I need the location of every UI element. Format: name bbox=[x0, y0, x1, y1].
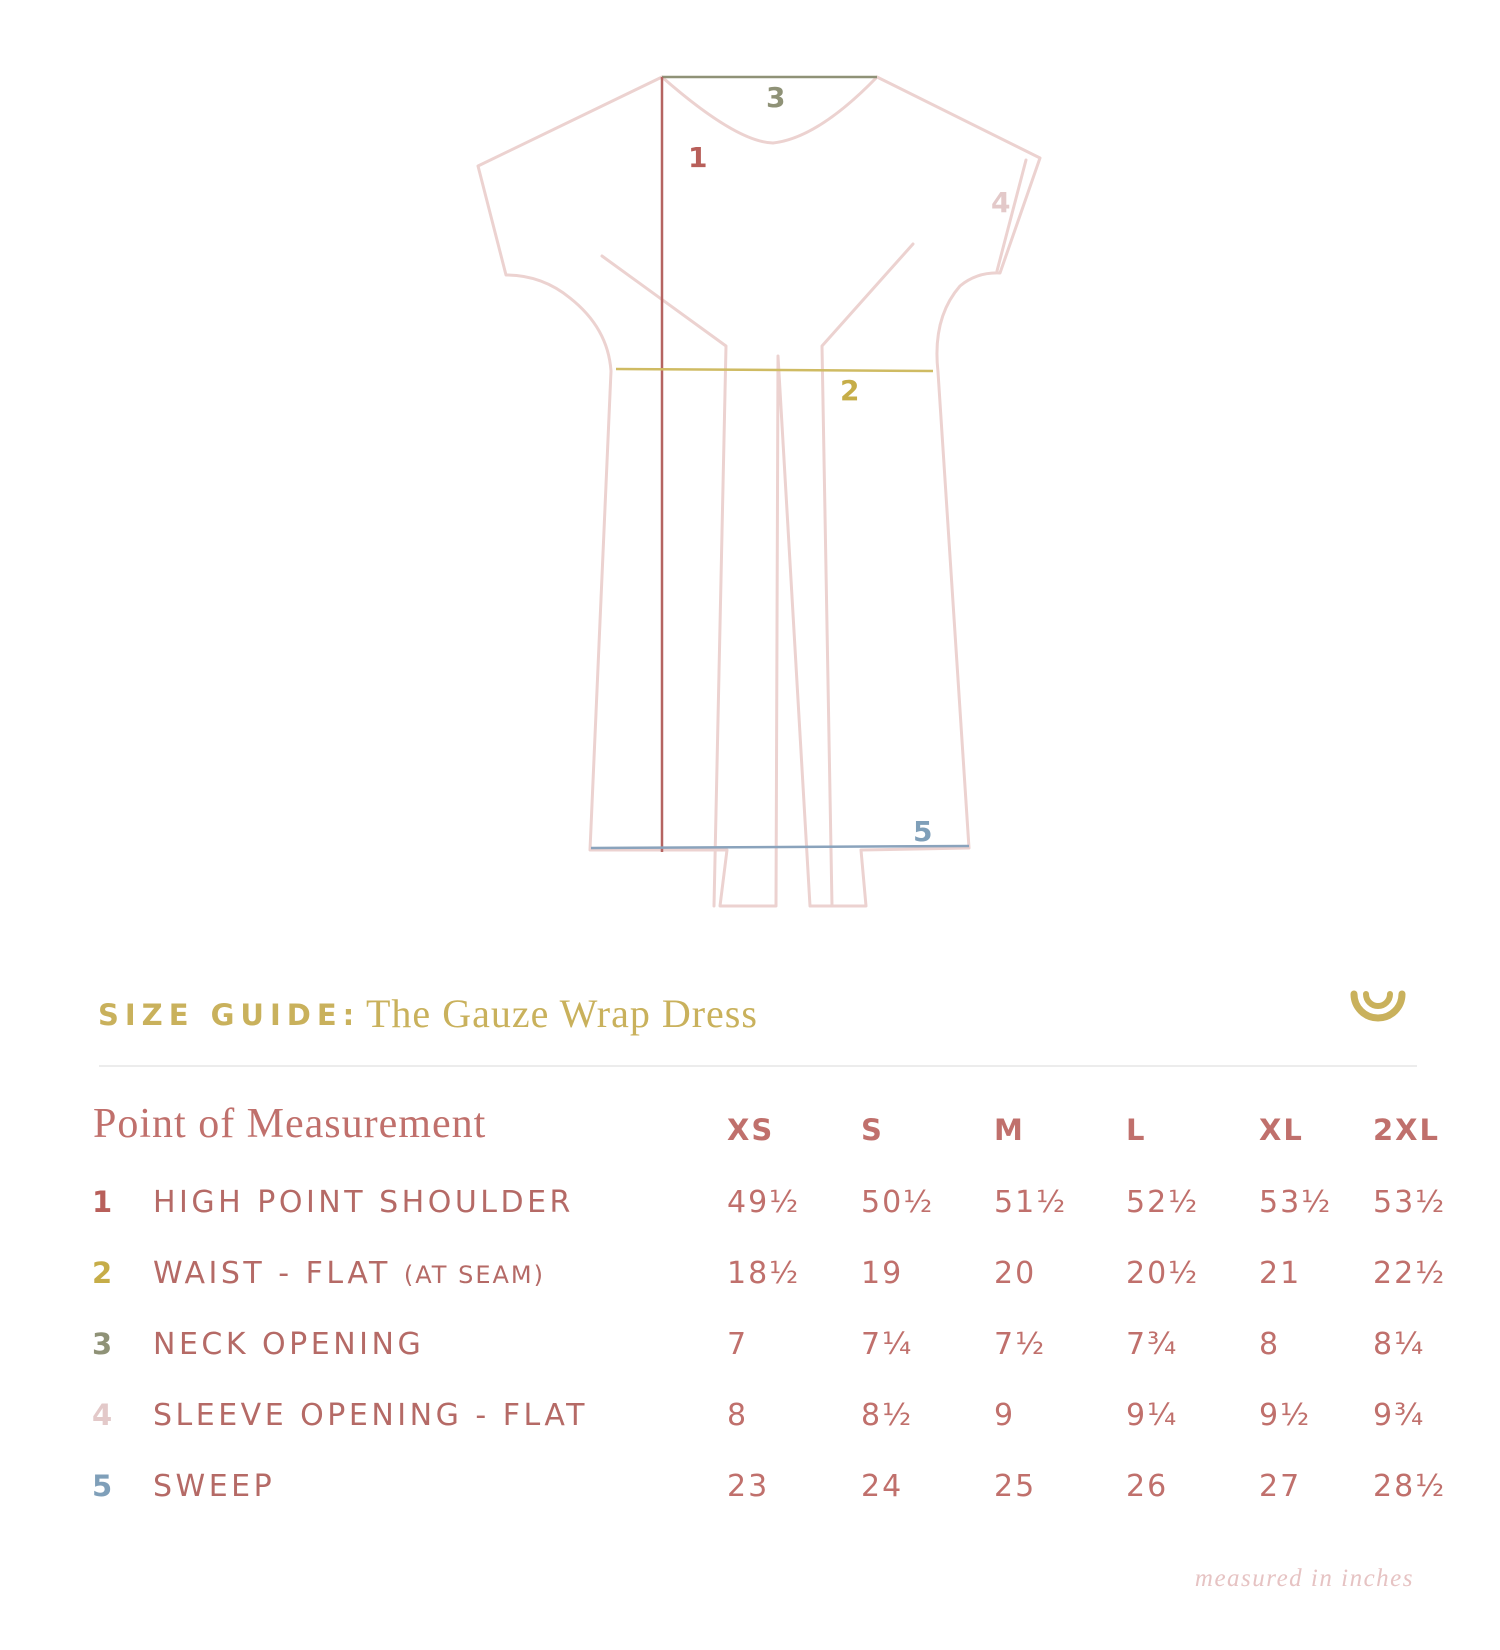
row-label: HIGH POINT SHOULDER bbox=[153, 1185, 574, 1220]
value-l: 26 bbox=[1126, 1469, 1169, 1504]
right-bodice-line bbox=[822, 244, 913, 906]
value-l: 7¾ bbox=[1126, 1327, 1179, 1362]
units-footnote: measured in inches bbox=[1194, 1565, 1414, 1592]
size-guide-title bbox=[98, 990, 1416, 1050]
value-xs: 8 bbox=[727, 1398, 749, 1433]
value-2xl: 22½ bbox=[1373, 1256, 1447, 1291]
value-2xl: 8¼ bbox=[1373, 1327, 1426, 1362]
measure-line-2 bbox=[616, 369, 933, 371]
row-label: SWEEP bbox=[153, 1469, 276, 1504]
row-label: NECK OPENING bbox=[153, 1327, 425, 1362]
table-row-sleeve-opening bbox=[0, 1398, 1500, 1448]
table-row-neck-opening bbox=[0, 1327, 1500, 1377]
value-xl: 21 bbox=[1259, 1256, 1302, 1291]
row-label-sub: (AT SEAM) bbox=[403, 1261, 545, 1289]
table-row-high-point-shoulder bbox=[0, 1185, 1500, 1235]
value-m: 20 bbox=[994, 1256, 1037, 1291]
row-label bbox=[153, 1256, 545, 1291]
size-header-xs: XS bbox=[727, 1113, 775, 1147]
row-number: 5 bbox=[92, 1469, 113, 1503]
value-xl: 8 bbox=[1259, 1327, 1281, 1362]
product-name: The Gauze Wrap Dress bbox=[366, 991, 758, 1036]
value-xs: 18½ bbox=[727, 1256, 801, 1291]
value-2xl: 28½ bbox=[1373, 1469, 1447, 1504]
value-s: 50½ bbox=[861, 1185, 935, 1220]
value-l: 20½ bbox=[1126, 1256, 1200, 1291]
value-s: 7¼ bbox=[861, 1327, 914, 1362]
table-row-sweep bbox=[0, 1469, 1500, 1519]
size-header-l: L bbox=[1126, 1113, 1147, 1147]
value-m: 9 bbox=[994, 1398, 1016, 1433]
table-row-waist-flat bbox=[0, 1256, 1500, 1306]
diagram-label-4: 4 bbox=[991, 186, 1011, 219]
value-xs: 7 bbox=[727, 1327, 749, 1362]
value-s: 24 bbox=[861, 1469, 904, 1504]
size-header-m: M bbox=[994, 1113, 1025, 1147]
value-m: 25 bbox=[994, 1469, 1037, 1504]
value-xl: 9½ bbox=[1259, 1398, 1312, 1433]
point-of-measurement-header: Point of Measurement bbox=[93, 1101, 487, 1147]
rainbow-arc-logo-icon bbox=[1348, 988, 1408, 1036]
value-xl: 53½ bbox=[1259, 1185, 1333, 1220]
value-2xl: 53½ bbox=[1373, 1185, 1447, 1220]
row-number: 4 bbox=[92, 1398, 113, 1432]
value-s: 8½ bbox=[861, 1398, 914, 1433]
row-number: 1 bbox=[92, 1185, 113, 1219]
title-label: SIZE GUIDE: bbox=[98, 998, 361, 1032]
diagram-label-5: 5 bbox=[913, 815, 933, 848]
size-header-xl: XL bbox=[1259, 1113, 1304, 1147]
value-m: 7½ bbox=[994, 1327, 1047, 1362]
value-s: 19 bbox=[861, 1256, 904, 1291]
value-xs: 49½ bbox=[727, 1185, 801, 1220]
row-number: 2 bbox=[92, 1256, 113, 1290]
size-header-s: S bbox=[861, 1113, 884, 1147]
size-header-2xl: 2XL bbox=[1373, 1113, 1441, 1147]
diagram-label-2: 2 bbox=[840, 374, 860, 407]
value-l: 9¼ bbox=[1126, 1398, 1179, 1433]
value-l: 52½ bbox=[1126, 1185, 1200, 1220]
value-xs: 23 bbox=[727, 1469, 770, 1504]
row-number: 3 bbox=[92, 1327, 113, 1361]
diagram-label-1: 1 bbox=[688, 141, 708, 174]
row-label: SLEEVE OPENING - FLAT bbox=[153, 1398, 588, 1433]
diagram-label-3: 3 bbox=[766, 81, 786, 114]
divider bbox=[99, 1065, 1417, 1067]
dress-outline bbox=[478, 77, 1040, 906]
row-label-main: WAIST - FLAT bbox=[153, 1256, 391, 1291]
value-xl: 27 bbox=[1259, 1469, 1302, 1504]
value-m: 51½ bbox=[994, 1185, 1068, 1220]
left-bodice-line bbox=[602, 256, 726, 906]
value-2xl: 9¾ bbox=[1373, 1398, 1426, 1433]
